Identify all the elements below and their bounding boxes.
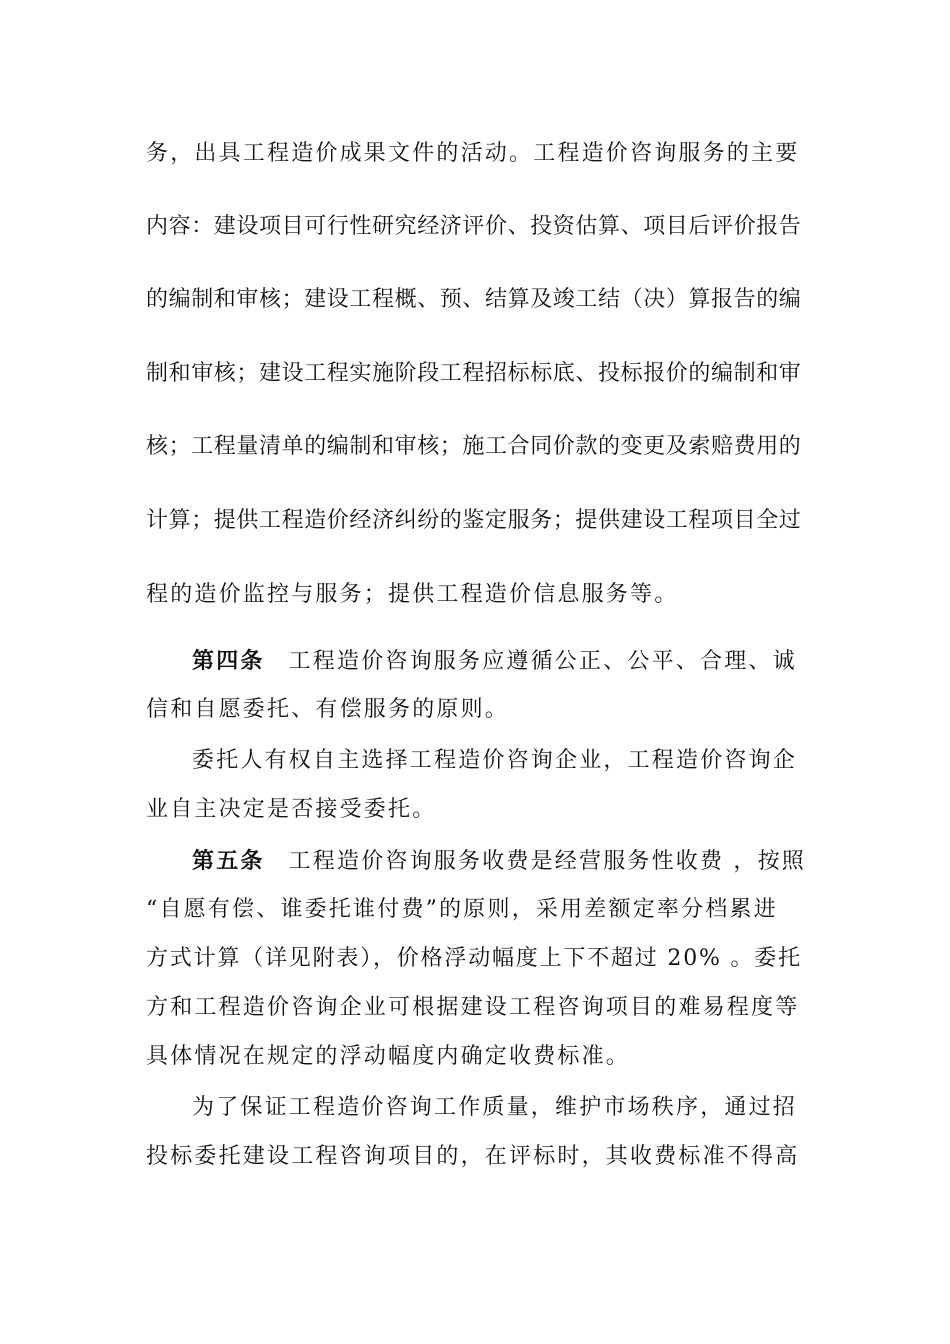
article-5-line [192, 846, 806, 877]
body-text-line: 的编制和审核；建设工程概、预、结算及竣工结（决）算报告的编 [146, 287, 802, 312]
article-4-line [192, 646, 806, 677]
body-text-line: 计算；提供工程造价经济纠纷的鉴定服务；提供建设工程项目全过 [146, 508, 802, 533]
paragraph-line: 投标委托建设工程咨询项目的，在评标时，其收费标准不得高 [146, 1144, 800, 1169]
article-5-label: 第五条 [192, 848, 265, 874]
body-text-line: 务，出具工程造价成果文件的活动。工程造价咨询服务的主要 [146, 141, 800, 166]
body-text-line: 核；工程量清单的编制和审核；施工合同价款的变更及索赔费用的 [146, 434, 802, 459]
paragraph-line: 为了保证工程造价咨询工作质量，维护市场秩序，通过招 [192, 1095, 798, 1120]
body-text-line: 内容：建设项目可行性研究经济评价、投资估算、项目后评价报告 [146, 214, 802, 239]
article-4-text: 工程造价咨询服务应遵循公正、公平、合理、诚 [288, 649, 797, 674]
article-5-line: “自愿有偿、谁委托谁付费”的原则，采用差额定率分档累进 [146, 897, 778, 922]
article-5-line: 方和工程造价咨询企业可根据建设工程咨询项目的难易程度等 [146, 995, 800, 1020]
article-5-line: 方式计算（详见附表），价格浮动幅度上下不超过 20% 。委托 [146, 946, 802, 971]
article-5-line: 具体情况在规定的浮动幅度内确定收费标准。 [146, 1044, 631, 1069]
article-4-line: 信和自愿委托、有偿服务的原则。 [146, 697, 510, 722]
paragraph-line: 委托人有权自主选择工程造价咨询企业，工程造价咨询企 [192, 748, 798, 773]
article-4-label: 第四条 [192, 648, 265, 674]
body-text-line: 程的造价监控与服务；提供工程造价信息服务等。 [146, 582, 679, 607]
paragraph-line: 业自主决定是否接受委托。 [146, 797, 437, 822]
body-text-line: 制和审核；建设工程实施阶段工程招标标底、投标报价的编制和审 [146, 361, 802, 386]
article-5-text: 工程造价咨询服务收费是经营服务性收费 ，按照 [288, 849, 807, 874]
